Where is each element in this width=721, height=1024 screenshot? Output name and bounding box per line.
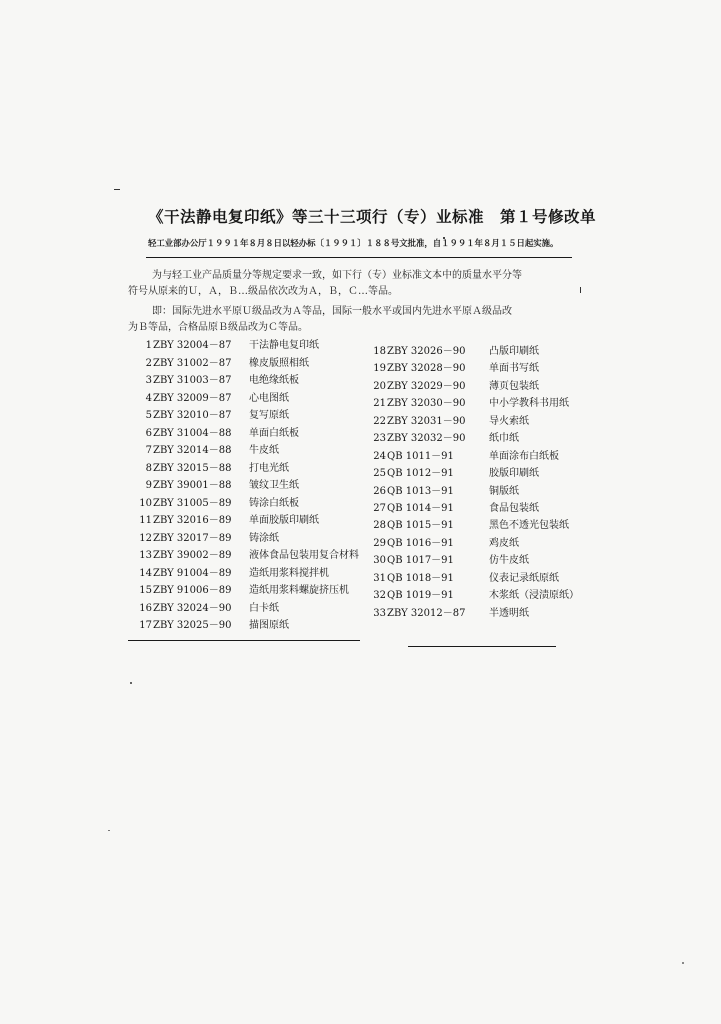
standard-entry — [138, 495, 359, 513]
standard-code: ZBY 31005－89 — [153, 497, 232, 509]
standard-name: 铸涂白纸板 — [249, 497, 299, 509]
standard-number: 20 — [373, 380, 386, 392]
standard-name: 仿牛皮纸 — [489, 555, 529, 567]
standard-code: ZBY 39001－88 — [153, 480, 232, 491]
footer-rule-right — [408, 646, 556, 647]
standards-list-right — [372, 343, 579, 622]
standard-name: 鸡皮纸 — [489, 537, 519, 549]
standard-name: 电绝缘纸板 — [249, 375, 299, 386]
standard-entry — [138, 617, 359, 635]
standard-number: 21 — [373, 398, 386, 410]
standard-code: ZBY 32031－90 — [387, 415, 466, 427]
standard-entry — [372, 360, 579, 377]
standard-number: 3 — [145, 375, 152, 386]
standard-name: 胶版印刷纸 — [489, 468, 539, 480]
standard-name: 橡皮版照相纸 — [249, 357, 309, 369]
standard-code: QB 1012－91 — [387, 468, 454, 480]
standard-entry — [138, 512, 359, 530]
standard-name: 单面涂布白纸板 — [489, 450, 559, 462]
standard-code: ZBY 91004－89 — [153, 567, 232, 579]
standard-name: 导火索纸 — [489, 415, 529, 427]
standard-entry — [138, 477, 359, 495]
footer-rule-left — [128, 640, 360, 641]
standard-entry — [138, 355, 359, 373]
scan-speck — [130, 682, 132, 684]
standards-list-left — [138, 337, 359, 635]
standard-number: 6 — [145, 427, 152, 439]
standard-code: ZBY 32014－88 — [153, 445, 232, 456]
standard-number: 32 — [373, 590, 386, 602]
standard-entry — [138, 565, 359, 583]
standard-code: ZBY 32009－87 — [153, 392, 232, 404]
standard-name: 仪表记录纸原纸 — [489, 572, 559, 584]
standard-entry — [372, 343, 579, 360]
standard-code: ZBY 32029－90 — [387, 380, 466, 392]
scan-speck — [114, 189, 120, 190]
standard-name: 牛皮纸 — [249, 445, 279, 456]
standard-entry — [372, 517, 579, 534]
standard-entry — [372, 483, 579, 500]
paragraph-line: 为Ｂ等品，合格品原Ｂ级品改为Ｃ等品。 — [128, 322, 308, 333]
amendment-paragraph-1 — [128, 268, 588, 300]
standard-number: 26 — [373, 485, 386, 497]
standard-name: 食品包装纸 — [489, 502, 539, 514]
standard-name: 单面白纸板 — [249, 427, 299, 439]
standard-code: QB 1019－91 — [387, 590, 454, 602]
standard-entry — [372, 500, 579, 517]
standard-name: 木浆纸（浸渍原纸） — [489, 590, 579, 602]
standard-code: QB 1013－91 — [387, 485, 454, 497]
standard-code: ZBY 91006－89 — [153, 585, 232, 596]
standard-code: QB 1017－91 — [387, 555, 454, 567]
standard-entry — [372, 430, 579, 447]
standard-number: 16 — [139, 602, 152, 614]
standard-name: 中小学教科书用纸 — [489, 398, 569, 410]
standard-code: ZBY 32024－90 — [153, 602, 232, 614]
standard-number: 8 — [145, 462, 152, 474]
standard-name: 单面书写纸 — [489, 363, 539, 375]
standard-code: QB 1015－91 — [387, 520, 454, 532]
standard-code: ZBY 32025－90 — [153, 620, 232, 631]
standard-number: 29 — [373, 537, 386, 549]
standard-number: 9 — [145, 480, 152, 491]
standard-number: 31 — [373, 572, 386, 584]
approval-line: 轻工业部办公厅１９９１年８月８日以轻办标〔１９９１〕１８８号文批准，自１９９１年８月１５日起实施。 — [148, 238, 559, 248]
standard-name: 造纸用浆料螺旋挤压机 — [249, 585, 349, 596]
standard-code: ZBY 31004－88 — [153, 427, 232, 439]
standard-entry — [372, 605, 579, 622]
standard-code: ZBY 32028－90 — [387, 363, 466, 375]
standard-name: 描图原纸 — [249, 620, 289, 631]
standard-code: ZBY 32015－88 — [153, 462, 232, 474]
standard-number: 33 — [373, 607, 386, 619]
standard-name: 造纸用浆料搅拌机 — [249, 567, 329, 579]
standard-entry — [372, 535, 579, 552]
standard-code: ZBY 32012－87 — [387, 607, 466, 619]
standard-entry — [372, 570, 579, 587]
standard-number: 13 — [139, 550, 152, 561]
standard-entry — [372, 378, 579, 395]
standard-name: 凸版印刷纸 — [489, 346, 539, 357]
standard-entry — [372, 448, 579, 465]
standard-number: 11 — [139, 515, 152, 526]
paragraph-line: 即：国际先进水平原Ｕ级品改为Ａ等品，国际一般水平或国内先进水平原Ａ级品改 — [152, 306, 512, 317]
standard-number: 27 — [373, 502, 386, 514]
standard-entry — [138, 337, 359, 355]
document-title: 《干法静电复印纸》等三十三项行（专）业标准 第１号修改单 — [148, 207, 597, 226]
standard-name: 铸涂纸 — [249, 532, 279, 544]
standard-code: ZBY 32010－87 — [153, 410, 232, 421]
standard-code: QB 1016－91 — [387, 537, 454, 549]
standard-number: 25 — [373, 468, 386, 480]
standard-code: ZBY 32032－90 — [387, 433, 466, 445]
standard-code: ZBY 32004－87 — [153, 340, 232, 351]
header-rule — [146, 257, 572, 258]
standard-entry — [138, 442, 359, 460]
paragraph-line: 为与轻工业产品质量分等规定要求一致，如下行（专）业标准文本中的质量水平分等 — [152, 270, 522, 281]
standard-entry — [138, 530, 359, 548]
standard-code: ZBY 32026－90 — [387, 346, 466, 357]
standard-number: 12 — [139, 532, 152, 544]
standard-number: 4 — [145, 392, 152, 404]
standard-entry — [372, 395, 579, 412]
standard-code: ZBY 32016－89 — [153, 515, 232, 526]
standard-name: 干法静电复印纸 — [249, 340, 319, 351]
standard-number: 18 — [373, 346, 386, 357]
standard-name: 白卡纸 — [249, 602, 279, 614]
standard-number: 28 — [373, 520, 386, 532]
standard-number: 10 — [139, 497, 152, 509]
standard-code: QB 1014－91 — [387, 502, 454, 514]
standard-number: 30 — [373, 555, 386, 567]
standard-name: 纸巾纸 — [489, 433, 519, 445]
standard-code: ZBY 31002－87 — [153, 357, 232, 369]
standard-entry — [372, 587, 579, 604]
standard-code: QB 1011－91 — [387, 450, 454, 462]
standard-number: 17 — [139, 620, 152, 631]
standard-name: 黑色不透光包装纸 — [489, 520, 569, 532]
standard-name: 液体食品包装用复合材料 — [249, 550, 359, 561]
standard-number: 5 — [145, 410, 152, 421]
standard-name: 单面胶版印刷纸 — [249, 515, 319, 526]
standard-name: 皱纹卫生纸 — [249, 480, 299, 491]
standard-code: QB 1018－91 — [387, 572, 454, 584]
standard-name: 复写原纸 — [249, 410, 289, 421]
scan-speck — [682, 962, 684, 964]
scan-speck — [108, 830, 110, 831]
standard-entry — [372, 413, 579, 430]
standard-entry — [138, 547, 359, 565]
standard-number: 24 — [373, 450, 386, 462]
standard-number: 7 — [145, 445, 152, 456]
standard-entry — [138, 425, 359, 443]
standard-number: 22 — [373, 415, 386, 427]
standard-name: 打电光纸 — [249, 462, 289, 474]
standard-code: ZBY 31003－87 — [153, 375, 232, 386]
standard-number: 15 — [139, 585, 152, 596]
standard-code: ZBY 39002－89 — [153, 550, 232, 561]
standard-number: 14 — [139, 567, 152, 579]
standard-entry — [138, 390, 359, 408]
standard-name: 心电图纸 — [249, 392, 289, 404]
standard-entry — [138, 582, 359, 600]
standard-entry — [138, 407, 359, 425]
standard-entry — [372, 552, 579, 569]
standard-number: 2 — [145, 357, 152, 369]
standard-code: ZBY 32030－90 — [387, 398, 466, 410]
standard-number: 19 — [373, 363, 386, 375]
standard-entry — [138, 460, 359, 478]
paragraph-line: 符号从原来的Ｕ，Ａ，Ｂ…级品依次改为Ａ，Ｂ，Ｃ…等品。 — [128, 286, 398, 297]
standard-name: 半透明纸 — [489, 607, 529, 619]
standard-name: 薄页包装纸 — [489, 380, 539, 392]
standard-entry — [138, 600, 359, 618]
standard-entry — [138, 372, 359, 390]
standard-number: 1 — [145, 340, 152, 351]
standard-name: 铜版纸 — [489, 485, 519, 497]
standard-entry — [372, 465, 579, 482]
standard-number: 23 — [373, 433, 386, 445]
standard-code: ZBY 32017－89 — [153, 532, 232, 544]
amendment-paragraph-2 — [128, 304, 588, 336]
